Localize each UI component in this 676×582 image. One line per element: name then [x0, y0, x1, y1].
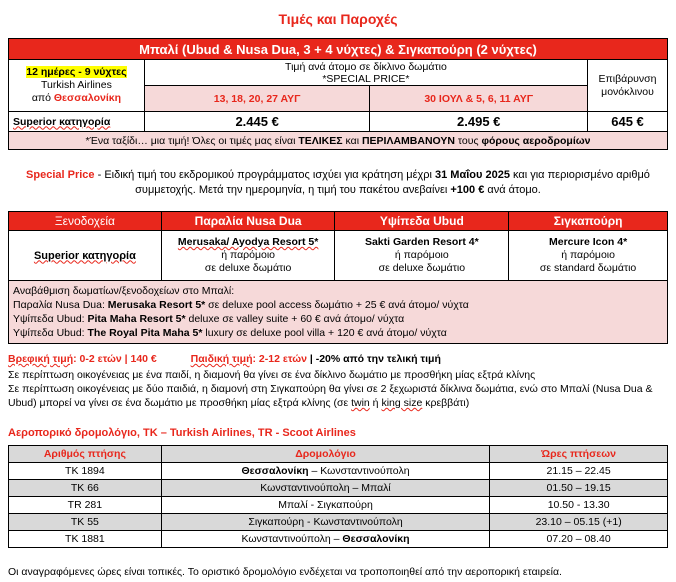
hotel-nusa-name [162, 236, 335, 249]
airline-label: Turkish Airlines [41, 79, 112, 91]
upgrade-3-detail: luxury σε deluxe pool villa + 120 € ανά άτομο/ νύχτα [202, 327, 447, 339]
flight-number: TR 281 [9, 497, 162, 514]
hotels-table [8, 211, 668, 344]
infant-value: : 0-2 ετών | 140 € [73, 353, 157, 365]
note-taxes: φόρους αεροδρομίων [481, 134, 591, 147]
flight-number: TK 55 [9, 514, 162, 531]
flight-route [161, 531, 490, 548]
upgrade-1 [13, 298, 663, 312]
hotel-singapore [509, 231, 668, 281]
flight-time: 23.10 – 05.15 (+1) [490, 514, 668, 531]
flight-time: 21.15 – 22.45 [490, 463, 668, 480]
category-text: Superior κατηγορία [13, 115, 111, 128]
single-header-line-1: Επιβάρυνση [598, 72, 657, 85]
upgrade-2-detail: deluxe σε valley suite + 60 € ανά άτομο/ νύχτα [185, 313, 405, 325]
hotel-nusa-name-text: Merusaka/ Ayodya Resort 5* [177, 236, 319, 248]
hotel-nusa-dua [161, 231, 335, 281]
hotel-nusa-room: σε deluxe δωμάτιο [204, 262, 292, 274]
children-prices [8, 352, 668, 410]
family-two-children [8, 382, 668, 410]
note-final: ΤΕΛΙΚΕΣ [298, 134, 343, 147]
dates-group-2: 30 ΙΟΥΛ & 5, 6, 11 ΑΥΓ [370, 86, 588, 112]
flights-footer: Οι αναγραφόμενες ώρες είναι τοπικές. Το οριστικό δρομολόγιο ενδέχεται να τροποποιηθεί από την αεροπορική εταιρεία. [8, 566, 562, 578]
upgrade-3 [13, 326, 663, 340]
route-from: Σιγκαπούρη [248, 516, 305, 528]
duration-label: 12 ημέρες - 9 νύχτες [26, 66, 127, 78]
children-price-line [8, 352, 668, 366]
child-discount: | -20% από την τελική τιμή [306, 353, 441, 365]
flights-title: Αεροπορικό δρομολόγιο, TK – Turkish Airlines, TR - Scoot Airlines [8, 427, 356, 439]
route-sep: – [349, 482, 362, 494]
child-value: : 2-12 ετών [252, 353, 307, 365]
route-to: Σιγκαπούρη [317, 499, 373, 511]
route-sep: - [304, 516, 314, 528]
infant-label: Βρεφική τιμή [8, 353, 74, 365]
from-prefix: από [31, 92, 51, 104]
route-from: Κωνσταντινούπολη [260, 482, 350, 494]
family-two-text: Σε περίπτωση οικογένειας με δύο παιδιά, η διαμονή στη Σιγκαπούρη θα γίνει σε 2 ξεχωριστά δίκλινα δωμάτια, ενώ στο Μπαλί (Nusa Dua & Ubud) μπορεί να γίνει σε ένα δωμάτιο με προσθήκη μίας εξτρά κλίνης (σε [8, 383, 653, 409]
special-text-3: ανά άτομο. [484, 184, 541, 196]
flight-time: 01.50 – 19.15 [490, 480, 668, 497]
route-to: Κωνσταντινούπολη [313, 516, 403, 528]
route-from: Μπαλί [278, 499, 308, 511]
price-2: 2.495 € [370, 112, 588, 132]
table-row [9, 463, 668, 480]
note-text-e: τους [455, 134, 482, 147]
flight-route [161, 514, 490, 531]
flight-number: TK 1894 [9, 463, 162, 480]
hotels-header-nusa: Παραλία Nusa Dua [161, 212, 335, 231]
hotel-ubud-room: σε deluxe δωμάτιο [378, 262, 466, 274]
route-from: Κωνσταντινούπολη [241, 533, 331, 545]
page-title: Τιμές και Παροχές [278, 11, 398, 27]
special-label: Special Price [26, 169, 95, 181]
family-end: κρεββάτι) [422, 397, 470, 409]
flight-time: 07.20 – 08.40 [490, 531, 668, 548]
child-label: Παιδική τιμή [190, 353, 253, 365]
twin-bed: twin [351, 397, 370, 409]
price-note [9, 132, 668, 150]
family-or: ή [369, 397, 382, 409]
upgrade-3-area: Υψίπεδα Ubud: [13, 327, 88, 339]
route-sep: – [330, 533, 343, 545]
flight-header-number: Αριθμός πτήσης [9, 446, 162, 463]
dates-group-1: 13, 18, 20, 27 ΑΥΓ [144, 86, 370, 112]
note-text-c: και [342, 134, 362, 147]
hotel-sg-similar: ή παρόμοιο [561, 249, 615, 261]
route-to: Θεσσαλονίκη [342, 533, 410, 545]
table-row [9, 514, 668, 531]
special-text-1: - Ειδική τιμή του εκδρομικού προγράμματος ισχύει για κράτηση μέχρι [94, 169, 436, 181]
note-text-a: *Ένα ταξίδι… μια τιμή! Όλες οι τιμές μας είναι [85, 134, 299, 147]
route-to: Μπαλί [361, 482, 391, 494]
hotels-header-singapore: Σιγκαπούρη [509, 212, 668, 231]
table-row [9, 497, 668, 514]
single-header-line-2: μονόκλινου [601, 85, 654, 98]
hotel-ubud-name: Sakti Garden Resort 4* [364, 236, 479, 248]
special-amount: +100 € [450, 184, 485, 196]
upgrade-2 [13, 312, 663, 326]
hotel-sg-room: σε standard δωμάτιο [539, 262, 637, 274]
upgrade-3-hotel: The Royal Pita Maha 5* [87, 327, 203, 339]
upgrade-1-area: Παραλία Nusa Dua: [13, 299, 108, 311]
price-header [144, 60, 587, 86]
departure-city: Θεσσαλονίκη [53, 92, 122, 104]
upgrade-2-area: Υψίπεδα Ubud: [13, 313, 88, 325]
flight-time: 10.50 - 13.30 [490, 497, 668, 514]
route-sep: - [307, 499, 318, 511]
special-price-label: *SPECIAL PRICE* [322, 72, 410, 85]
upgrade-box [9, 281, 668, 344]
special-price-paragraph [8, 168, 668, 198]
price-1: 2.445 € [144, 112, 370, 132]
special-text-2: και για περιορισμένο αριθμό συμμετοχής. Μετά την ημερομηνία, η τιμή του πακέτου ανεβαίνει [135, 169, 650, 196]
hotels-header-hotels: Ξενοδοχεία [9, 212, 162, 231]
flights-table [8, 445, 668, 548]
table-row [9, 531, 668, 548]
single-supplement-header [588, 60, 668, 112]
route-from: Θεσσαλονίκη [241, 465, 309, 477]
table-row [9, 480, 668, 497]
pricing-table [8, 38, 668, 150]
flight-header-times: Ώρες πτήσεων [490, 446, 668, 463]
hotels-header-ubud: Υψίπεδα Ubud [335, 212, 509, 231]
hotel-sg-name: Mercure Icon 4* [548, 236, 628, 248]
note-include: ΠΕΡΙΛΑΜΒΑΝΟΥΝ [361, 134, 455, 147]
hotel-nusa-similar: ή παρόμοιο [221, 249, 276, 261]
pricing-banner: Μπαλί (Ubud & Nusa Dua, 3 + 4 νύχτες) & Σιγκαπούρη (2 νύχτες) [9, 39, 668, 60]
price-header-line: Τιμή ανά άτομο σε δίκλινο δωμάτιο [285, 60, 447, 73]
upgrade-2-hotel: Pita Maha Resort 5* [87, 313, 186, 325]
flight-number: TK 1881 [9, 531, 162, 548]
upgrade-1-hotel: Merusaka Resort 5* [107, 299, 206, 311]
hotel-ubud [335, 231, 509, 281]
special-date: 31 Μαΐου 2025 [435, 169, 510, 181]
king-bed: king size [381, 397, 423, 409]
category-label [9, 112, 145, 132]
flight-route [161, 480, 490, 497]
trip-info [9, 60, 145, 112]
route-sep: – [308, 465, 321, 477]
upgrade-title: Αναβάθμιση δωματίων/ξενοδοχείων στο Μπαλί: [13, 285, 235, 297]
flight-header-route: Δρομολόγιο [161, 446, 490, 463]
price-single: 645 € [588, 112, 668, 132]
hotel-category [9, 231, 162, 281]
route-to: Κωνσταντινούπολη [320, 465, 410, 477]
flight-route [161, 497, 490, 514]
hotel-ubud-similar: ή παρόμοιο [394, 249, 449, 261]
upgrade-1-detail: σε deluxe pool access δωμάτιο + 25 € ανά άτομο/ νύχτα [205, 299, 469, 311]
hotel-category-text: Superior κατηγορία [33, 249, 136, 262]
family-one-child: Σε περίπτωση οικογένειας με ένα παιδί, η διαμονή θα γίνει σε ένα δίκλινο δωμάτιο με προσθήκη μίας εξτρά κλίνης [8, 369, 536, 381]
flight-number: TK 66 [9, 480, 162, 497]
flight-route [161, 463, 490, 480]
